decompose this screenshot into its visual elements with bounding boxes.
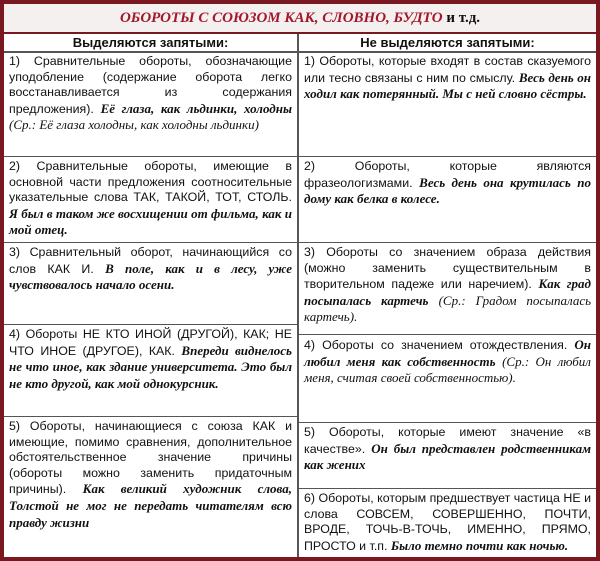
right-rule-3-text: 3) Обороты со значением образа действия (можно заменить существительным в творительном падеже или наречием). [304, 245, 591, 292]
row-separator [4, 416, 297, 417]
right-rule-2-text: 2) Обороты, которые являются фразеологизмами. [304, 159, 591, 190]
table-title [4, 4, 596, 34]
left-rule-5 [4, 418, 297, 557]
left-rule-1 [4, 53, 297, 156]
right-rule-5-text: 5) Обороты, которые имеют значение «в качестве». [304, 425, 591, 456]
right-rule-2 [299, 158, 596, 242]
row-separator [299, 242, 596, 243]
header-left: Выделяются запятыми: [4, 34, 297, 53]
row-separator [299, 156, 596, 157]
left-rule-4-text: 4) Обороты НЕ КТО ИНОЙ (ДРУГОЙ), КАК; НЕ ЧТО ИНОЕ (ДРУГОЕ), КАК. [9, 327, 292, 358]
right-rule-1-text: 1) Обороты, которые входят в состав сказуемого или тесно связаны с ним по смыслу. [304, 54, 591, 85]
left-rule-1-note: (Ср.: Её глаза холодны, как холодны льдинки) [9, 117, 259, 133]
left-rule-1-text: 1) Сравнительные обороты, обозначающие уподобление (содержание оборота легко восстанавливается из содержания предложения). [9, 54, 292, 116]
right-rule-5 [299, 424, 596, 488]
left-rule-5-example: Как великий художник слова, Толстой не мог не передать читателям всю правду жизни [9, 481, 292, 530]
right-rule-6-text: 6) Обороты, которым предшествует частица НЕ и слова СОВСЕМ, СОВЕРШЕННО, ПОЧТИ, ВРОДЕ, ТОЧЬ-В-ТОЧЬ, ИМЕННО, ПРЯМО, ПРОСТО и т.п. [304, 491, 591, 553]
title-highlight: ОБОРОТЫ С СОЮЗОМ КАК, СЛОВНО, БУДТО [119, 10, 443, 26]
right-rule-6 [299, 490, 596, 557]
right-rule-4-note: (Ср.: Он любил меня, считая своей собственностью). [304, 353, 591, 386]
left-rule-5-text: 5) Обороты, начинающиеся с союза КАК и имеющие, помимо сравнения, дополнительное обстоятельственное значение причины (обороты можно заменить придаточным причины). [9, 419, 292, 497]
left-rule-3-example: В поле, как и в лесу, уже чувствовалось начало осени. [9, 260, 292, 293]
row-separator [299, 334, 596, 335]
left-rule-3-text: 3) Сравнительный оборот, начинающийся со слов КАК И. [9, 245, 292, 276]
right-rule-3 [299, 244, 596, 334]
left-rule-4 [4, 326, 297, 416]
left-rule-1-example: Её глаза, как льдинки, холодны [100, 100, 292, 116]
right-rule-3-note: (Ср.: Градом посыпалась картечь). [304, 292, 591, 325]
right-rule-1-example: Весь день он ходил как потерянный. Мы с ней словно сёстры. [304, 69, 592, 102]
header-right: Не выделяются запятыми: [299, 34, 596, 53]
right-rule-3-example: Как град посыпалась картечь [304, 276, 591, 308]
right-rule-4-text: 4) Обороты со значением отождествления. [304, 338, 568, 352]
rules-grid [4, 34, 596, 557]
left-rule-2-example: Я был в таком же восхищении от фильма, как и мой отец. [9, 205, 292, 238]
row-separator [299, 422, 596, 423]
row-separator [299, 488, 596, 489]
row-separator [4, 242, 297, 243]
left-rule-4-example: Впереди виднелось не что иное, как здание университета. Это был не кто другой, как мой однокурсник. [9, 342, 292, 391]
right-rule-4 [299, 336, 596, 422]
right-rule-6-example: Было темно почти как ночью. [390, 537, 569, 553]
right-rule-4-example: Он любил меня как собственность [304, 337, 591, 369]
row-separator [4, 156, 297, 157]
right-rule-2-example: Весь день она крутилась по дому как белка в колесе. [304, 174, 591, 207]
left-rule-3 [4, 244, 297, 324]
title-tail: и т.д. [442, 10, 481, 26]
row-separator [4, 324, 297, 325]
right-rule-1 [299, 53, 596, 156]
left-rule-2-text: 2) Сравнительные обороты, имеющие в основной части предложения соотносительные указательные слова ТАК, ТАКОЙ, ТОТ, СТОЛЬ. [9, 159, 292, 205]
right-rule-5-example: Он был представлен родственникам как жених [304, 440, 591, 473]
left-rule-2 [4, 158, 297, 242]
